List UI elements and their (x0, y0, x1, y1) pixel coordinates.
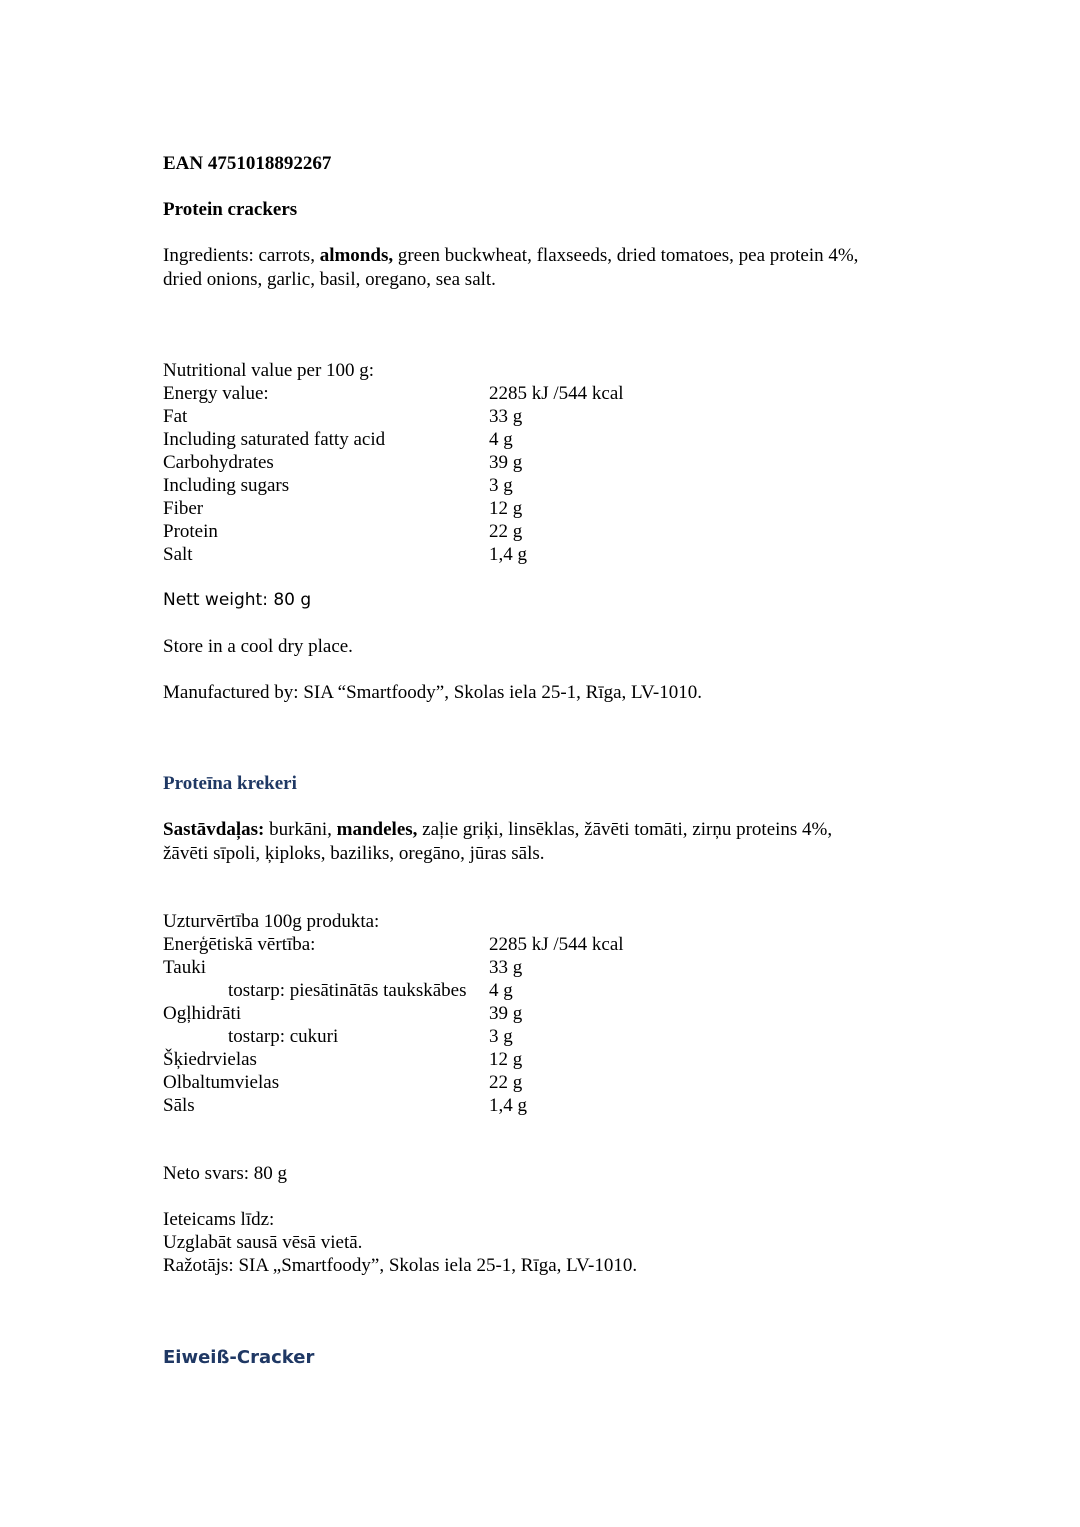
ean-code: EAN 4751018892267 (163, 153, 332, 174)
manufacturer-en: Manufactured by: SIA “Smartfoody”, Skolas iela 25-1, Rīga, LV-1010. (163, 682, 702, 703)
nutrition-lv-value: 33 g (489, 957, 523, 978)
nutrition-lv-label: Ogļhidrāti (163, 1003, 242, 1024)
nutrition-en-label: Fiber (163, 498, 204, 519)
nutrition-en-value: 1,4 g (489, 544, 527, 565)
nutrition-lv-value: 2285 kJ /544 kcal (489, 934, 624, 955)
ingredients-en-rest: green buckwheat, flaxseeds, dried tomatoes, pea protein 4%, (393, 245, 859, 266)
nutrition-lv-value: 3 g (489, 1026, 513, 1047)
ingredients-en-allergen: almonds, (319, 245, 394, 266)
nutrition-en-value: 39 g (489, 452, 523, 473)
nutrition-lv-value: 1,4 g (489, 1095, 527, 1116)
nutrition-en-label: Protein (163, 521, 218, 542)
nutrition-lv-value: 12 g (489, 1049, 523, 1070)
nutrition-lv-header: Uzturvērtība 100g produkta: (163, 911, 380, 932)
nutrition-lv-label: Tauki (163, 957, 206, 978)
nutrition-lv-value: 22 g (489, 1072, 523, 1093)
best-before-lv: Ieteicams līdz: (163, 1209, 275, 1230)
nutrition-en-label: Energy value: (163, 383, 269, 404)
nutrition-en-value: 4 g (489, 429, 513, 450)
nutrition-lv-label: tostarp: cukuri (228, 1026, 339, 1047)
nutrition-en-label: Salt (163, 544, 193, 565)
nutrition-en-value: 12 g (489, 498, 523, 519)
ingredients-lv-label: Sastāvdaļas: (163, 819, 265, 840)
nutrition-lv-value: 4 g (489, 980, 513, 1001)
nutrition-lv-label: Olbaltumvielas (163, 1072, 280, 1093)
ingredients-lv-line2: žāvēti sīpoli, ķiploks, baziliks, oregāno, jūras sāls. (163, 843, 545, 864)
storage-lv: Uzglabāt sausā vēsā vietā. (163, 1232, 363, 1253)
ingredients-en-line1 (163, 244, 858, 267)
ingredients-lv-part: burkāni, (264, 819, 337, 840)
nutrition-en-value: 22 g (489, 521, 523, 542)
storage-en: Store in a cool dry place. (163, 636, 353, 657)
ingredients-en-line2: dried onions, garlic, basil, oregano, sea salt. (163, 269, 496, 290)
nutrition-en-value: 2285 kJ /544 kcal (489, 383, 624, 404)
nutrition-lv-label: Enerģētiskā vērtība: (163, 934, 316, 955)
product-title-de: Eiweiß-Cracker (163, 1347, 315, 1368)
nutrition-lv-label: Šķiedrvielas (163, 1049, 257, 1070)
nutrition-lv-label: Sāls (163, 1095, 195, 1116)
ingredients-lv-rest: zaļie griķi, linsēklas, žāvēti tomāti, zirņu proteins 4%, (417, 819, 833, 840)
nutrition-en-value: 33 g (489, 406, 523, 427)
product-title-lv: Proteīna krekeri (163, 773, 297, 794)
nutrition-lv-label: tostarp: piesātinātās taukskābes (228, 980, 467, 1001)
net-weight-en: Nett weight: 80 g (163, 590, 312, 610)
nutrition-en-label: Including saturated fatty acid (163, 429, 386, 450)
nutrition-en-value: 3 g (489, 475, 513, 496)
ingredients-lv-allergen: mandeles, (336, 819, 418, 840)
nutrition-lv-value: 39 g (489, 1003, 523, 1024)
product-title-en: Protein crackers (163, 199, 298, 220)
ingredients-lv-line1 (163, 818, 832, 841)
nutrition-en-header: Nutritional value per 100 g: (163, 360, 375, 381)
ingredients-en-prefix: Ingredients: carrots, (163, 245, 320, 266)
manufacturer-lv: Ražotājs: SIA „Smartfoody”, Skolas iela 25-1, Rīga, LV-1010. (163, 1255, 638, 1276)
nutrition-en-label: Carbohydrates (163, 452, 274, 473)
net-weight-lv: Neto svars: 80 g (163, 1163, 288, 1184)
nutrition-en-label: Including sugars (163, 475, 290, 496)
nutrition-en-label: Fat (163, 406, 188, 427)
